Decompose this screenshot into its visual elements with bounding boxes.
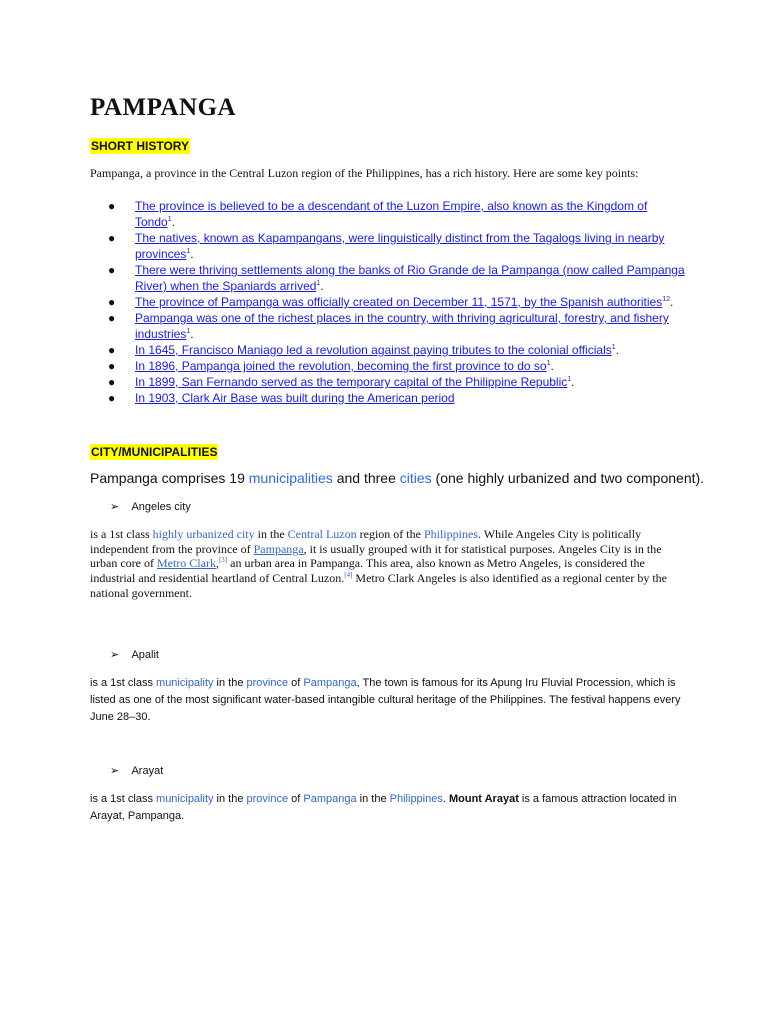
metro-clark-link[interactable]: Metro Clark bbox=[156, 556, 216, 571]
footnote-ref[interactable]: [4] bbox=[344, 571, 353, 580]
bullet-icon: ● bbox=[108, 295, 116, 309]
bullet-icon: ● bbox=[108, 231, 116, 245]
bullet-icon: ● bbox=[108, 199, 116, 213]
history-link[interactable]: Pampanga was one of the richest places in the country, with thriving agricultural, forestry, and fishery industries bbox=[135, 311, 669, 341]
apalit-heading bbox=[110, 648, 159, 661]
list-item[interactable]: ● The natives, known as Kapampangans, were linguistically distinct from the Tagalogs living in nearby provinces$^1$. bbox=[108, 231, 665, 261]
history-link[interactable]: In 1903, Clark Air Base was built during the American period bbox=[135, 391, 455, 405]
list-item[interactable]: ● In 1645, Francisco Maniago led a revolution against paying tributes to the colonial officials$^1$. bbox=[108, 343, 619, 357]
arayat-heading bbox=[110, 764, 163, 777]
arrow-bullet-icon: ➢ bbox=[110, 501, 120, 513]
philippines-link[interactable]: Philippines bbox=[389, 793, 443, 805]
list-item[interactable]: ● Pampanga was one of the richest places in the country, with thriving agricultural, forestry, and fishery industries$^1$. bbox=[108, 311, 669, 341]
bullet-icon: ● bbox=[108, 359, 116, 373]
history-list bbox=[90, 198, 690, 406]
cities-heading bbox=[90, 443, 218, 461]
bullet-icon: ● bbox=[108, 375, 116, 389]
footnote-ref[interactable]: 1 bbox=[611, 344, 616, 351]
bullet-icon: ● bbox=[108, 391, 116, 405]
apalit-title: Apalit bbox=[131, 649, 159, 661]
history-link[interactable]: The province of Pampanga was officially created on December 11, 1571, by the Spanish authorities bbox=[135, 295, 663, 309]
footnote-ref[interactable]: 1 bbox=[567, 376, 572, 383]
history-link[interactable]: The natives, known as Kapampangans, were linguistically distinct from the Tagalogs living in nearby provinces bbox=[135, 231, 665, 261]
history-link[interactable]: There were thriving settlements along the banks of Rio Grande de la Pampanga (now called Pampanga River) when the Spaniards arrived bbox=[135, 263, 685, 293]
central-luzon-link[interactable]: Central Luzon bbox=[287, 527, 357, 541]
short-history-intro: Pampanga, a province in the Central Luzon region of the Philippines, has a rich history. Here are some key points: bbox=[90, 166, 639, 180]
list-item[interactable]: ● The province is believed to be a descendant of the Luzon Empire, also known as the Kingdom of Tondo$^1$. bbox=[108, 199, 648, 229]
arrow-bullet-icon: ➢ bbox=[110, 765, 120, 777]
list-item[interactable]: ● There were thriving settlements along the banks of Rio Grande de la Pampanga (now called Pampanga River) when the Spaniards arrived$^1$. bbox=[108, 263, 685, 293]
municipalities-link[interactable]: municipalities bbox=[248, 470, 333, 486]
history-link[interactable]: In 1645, Francisco Maniago led a revolution against paying tributes to the colonial officials bbox=[135, 343, 612, 357]
province-link[interactable]: province bbox=[246, 677, 289, 689]
footnote-ref[interactable]: 1 bbox=[186, 328, 191, 335]
footnote-ref[interactable]: 1 bbox=[167, 216, 172, 223]
arayat-title: Arayat bbox=[131, 765, 164, 777]
province-link[interactable]: province bbox=[246, 793, 289, 805]
page-title: PAMPANGA bbox=[90, 94, 237, 121]
bullet-icon: ● bbox=[108, 343, 116, 357]
angeles-title: Angeles city bbox=[131, 501, 191, 513]
list-item[interactable]: ● In 1896, Pampanga joined the revolution, becoming the first province to do $so^1$. bbox=[108, 359, 554, 373]
history-link[interactable]: In 1896, Pampanga joined the revolution, becoming the first province to do so bbox=[135, 359, 547, 373]
highly-urbanized-city-link[interactable]: highly urbanized city bbox=[152, 527, 255, 541]
pampanga-link[interactable]: Pampanga bbox=[303, 677, 357, 689]
list-item[interactable]: ● The province of Pampanga was officially created on December 11, 1571, by the Spanish authorities$^{12}$. bbox=[108, 295, 674, 309]
bullet-icon: ● bbox=[108, 263, 116, 277]
angeles-paragraph: is a 1st class highly urbanized city in the Central Luzon region of the Philippines. While Angeles City is politically independent from the province of Pampanga, it is usually grouped with it for statistical purposes. Angeles City is in the urban core of Metro Clark,[3] an urban area in Pampanga. This area, also known as Metro Angeles, is considered the industrial and residential heartland of Central Luzon.[4] Metro Clark Angeles is also identified as a regional center by the national government. bbox=[90, 527, 667, 600]
footnote-ref[interactable]: 1 bbox=[186, 248, 191, 255]
footnote-ref[interactable]: 1 bbox=[546, 360, 551, 367]
philippines-link[interactable]: Philippines bbox=[423, 527, 478, 541]
arrow-bullet-icon: ➢ bbox=[110, 649, 120, 661]
cities-summary: Pampanga comprises 19 municipalities and three cities (one highly urbanized and two component). bbox=[90, 470, 705, 486]
history-link[interactable]: In 1899, San Fernando served as the temporary capital of the Philippine Republic bbox=[135, 375, 568, 389]
footnote-ref[interactable]: [3] bbox=[218, 556, 228, 565]
footnote-ref[interactable]: 12 bbox=[662, 296, 670, 303]
short-history-label: SHORT HISTORY bbox=[91, 139, 190, 153]
angeles-heading bbox=[110, 500, 191, 513]
short-history-heading bbox=[90, 137, 190, 155]
list-item[interactable] bbox=[90, 390, 690, 406]
mount-arayat-bold: Mount Arayat bbox=[448, 793, 519, 805]
history-link[interactable]: The province is believed to be a descendant of the Luzon Empire, also known as the Kingdom of Tondo bbox=[135, 199, 648, 229]
footnote-ref[interactable]: 1 bbox=[316, 280, 321, 287]
municipality-link[interactable]: municipality bbox=[156, 793, 214, 805]
cities-link[interactable]: cities bbox=[399, 470, 432, 486]
apalit-paragraph: is a 1st class municipality in the province of Pampanga, The town is famous for its Apung Iru Fluvial Procession, which is listed as one of the most significant water-based intangible cultural heritage of the Philippines. The festival happens every June 28–30. bbox=[90, 677, 681, 723]
list-item[interactable]: ● In 1899, San Fernando served as the temporary capital of the Philippine Republic$^1$. bbox=[108, 375, 575, 389]
pampanga-link[interactable]: Pampanga bbox=[303, 793, 357, 805]
pampanga-link[interactable]: Pampanga bbox=[253, 541, 304, 556]
municipality-link[interactable]: municipality bbox=[156, 677, 214, 689]
arayat-paragraph: is a 1st class municipality in the province of Pampanga in the Philippines. Mount Arayat is a famous attraction located in Arayat, Pampanga. bbox=[90, 793, 677, 822]
bullet-icon: ● bbox=[108, 311, 116, 325]
cities-label: CITY/MUNICIPALITIES bbox=[91, 445, 218, 459]
